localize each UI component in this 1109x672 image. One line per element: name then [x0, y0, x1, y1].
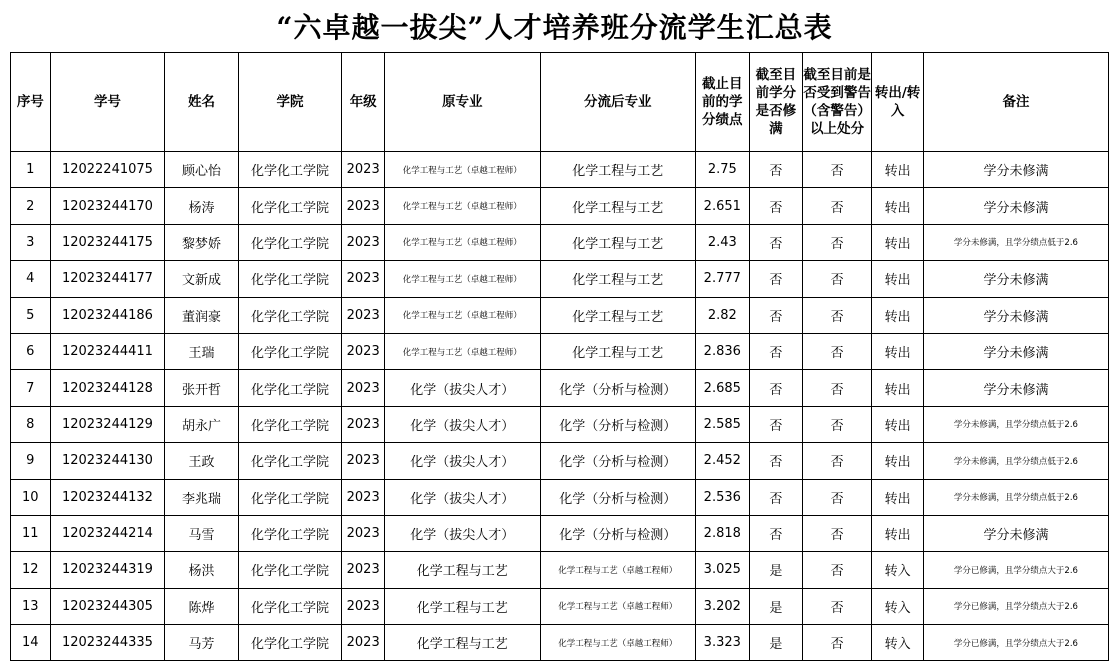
cell-student-id: 12023244319 [50, 552, 165, 588]
cell-seq: 8 [11, 406, 51, 442]
cell-new-major: 化学工程与工艺 [540, 188, 695, 224]
cell-transfer: 转出 [872, 479, 924, 515]
table-body [11, 152, 1109, 661]
cell-seq: 1 [11, 152, 51, 188]
cell-grade: 2023 [342, 261, 385, 297]
cell-student-id: 12023244132 [50, 479, 165, 515]
cell-remark: 学分未修满 [923, 152, 1108, 188]
cell-student-id: 12023244130 [50, 443, 165, 479]
students-table [10, 52, 1109, 661]
cell-warning: 否 [803, 625, 872, 661]
cell-transfer: 转出 [872, 297, 924, 333]
table-row [11, 552, 1109, 588]
cell-seq: 6 [11, 333, 51, 369]
cell-gpa: 2.836 [695, 333, 749, 369]
cell-warning: 否 [803, 552, 872, 588]
table-row [11, 625, 1109, 661]
cell-grade: 2023 [342, 188, 385, 224]
cell-gpa: 2.82 [695, 297, 749, 333]
cell-seq: 4 [11, 261, 51, 297]
header-original-major: 原专业 [385, 53, 540, 152]
cell-name: 张开哲 [165, 370, 238, 406]
cell-seq: 2 [11, 188, 51, 224]
cell-original-major: 化学工程与工艺（卓越工程师） [385, 333, 540, 369]
cell-student-id: 12023244214 [50, 515, 165, 551]
cell-seq: 9 [11, 443, 51, 479]
cell-new-major: 化学（分析与检测） [540, 479, 695, 515]
cell-warning: 否 [803, 406, 872, 442]
table-row [11, 370, 1109, 406]
cell-transfer: 转出 [872, 261, 924, 297]
header-college: 学院 [238, 53, 342, 152]
cell-name: 王政 [165, 443, 238, 479]
table-row [11, 443, 1109, 479]
cell-credits-complete: 否 [749, 479, 802, 515]
cell-credits-complete: 否 [749, 370, 802, 406]
cell-warning: 否 [803, 333, 872, 369]
cell-remark: 学分未修满，且学分绩点低于2.6 [923, 479, 1108, 515]
cell-grade: 2023 [342, 552, 385, 588]
cell-college: 化学化工学院 [238, 625, 342, 661]
cell-seq: 10 [11, 479, 51, 515]
cell-name: 黎梦娇 [165, 224, 238, 260]
table-row [11, 406, 1109, 442]
cell-transfer: 转出 [872, 224, 924, 260]
cell-remark: 学分未修满 [923, 370, 1108, 406]
cell-new-major: 化学工程与工艺 [540, 333, 695, 369]
cell-warning: 否 [803, 261, 872, 297]
cell-gpa: 3.025 [695, 552, 749, 588]
cell-college: 化学化工学院 [238, 552, 342, 588]
cell-seq: 12 [11, 552, 51, 588]
cell-name: 董润豪 [165, 297, 238, 333]
cell-student-id: 12023244128 [50, 370, 165, 406]
cell-transfer: 转入 [872, 625, 924, 661]
cell-remark: 学分未修满 [923, 333, 1108, 369]
cell-transfer: 转出 [872, 188, 924, 224]
cell-credits-complete: 否 [749, 261, 802, 297]
cell-warning: 否 [803, 370, 872, 406]
cell-credits-complete: 是 [749, 552, 802, 588]
cell-gpa: 2.452 [695, 443, 749, 479]
table-row [11, 224, 1109, 260]
header-new-major: 分流后专业 [540, 53, 695, 152]
cell-college: 化学化工学院 [238, 443, 342, 479]
cell-original-major: 化学工程与工艺 [385, 552, 540, 588]
cell-new-major: 化学工程与工艺 [540, 224, 695, 260]
cell-remark: 学分已修满，且学分绩点大于2.6 [923, 625, 1108, 661]
cell-transfer: 转出 [872, 443, 924, 479]
cell-college: 化学化工学院 [238, 261, 342, 297]
cell-new-major: 化学（分析与检测） [540, 515, 695, 551]
cell-new-major: 化学（分析与检测） [540, 406, 695, 442]
cell-gpa: 2.818 [695, 515, 749, 551]
cell-remark: 学分已修满，且学分绩点大于2.6 [923, 588, 1108, 624]
cell-warning: 否 [803, 188, 872, 224]
cell-credits-complete: 否 [749, 188, 802, 224]
cell-transfer: 转入 [872, 588, 924, 624]
table-row [11, 152, 1109, 188]
cell-college: 化学化工学院 [238, 370, 342, 406]
cell-gpa: 2.75 [695, 152, 749, 188]
page-title: “六卓越一拔尖”人才培养班分流学生汇总表 [276, 11, 833, 44]
cell-original-major: 化学工程与工艺 [385, 588, 540, 624]
cell-college: 化学化工学院 [238, 479, 342, 515]
header-student-id: 学号 [50, 53, 165, 152]
cell-transfer: 转出 [872, 370, 924, 406]
cell-warning: 否 [803, 588, 872, 624]
cell-remark: 学分未修满 [923, 188, 1108, 224]
cell-new-major: 化学工程与工艺（卓越工程师） [540, 552, 695, 588]
cell-remark: 学分未修满 [923, 261, 1108, 297]
cell-new-major: 化学工程与工艺 [540, 297, 695, 333]
cell-college: 化学化工学院 [238, 152, 342, 188]
header-name: 姓名 [165, 53, 238, 152]
cell-new-major: 化学（分析与检测） [540, 370, 695, 406]
cell-warning: 否 [803, 479, 872, 515]
cell-transfer: 转出 [872, 152, 924, 188]
cell-student-id: 12023244129 [50, 406, 165, 442]
cell-warning: 否 [803, 443, 872, 479]
cell-grade: 2023 [342, 370, 385, 406]
header-warning: 截至目前是否受到警告（含警告）以上处分 [803, 53, 872, 152]
cell-credits-complete: 否 [749, 515, 802, 551]
cell-warning: 否 [803, 152, 872, 188]
header-credits-complete: 截至目前学分是否修满 [749, 53, 802, 152]
cell-remark: 学分未修满，且学分绩点低于2.6 [923, 443, 1108, 479]
cell-grade: 2023 [342, 479, 385, 515]
cell-gpa: 2.651 [695, 188, 749, 224]
cell-college: 化学化工学院 [238, 333, 342, 369]
cell-transfer: 转入 [872, 552, 924, 588]
cell-original-major: 化学（拔尖人才） [385, 406, 540, 442]
table-row [11, 261, 1109, 297]
cell-seq: 3 [11, 224, 51, 260]
cell-grade: 2023 [342, 333, 385, 369]
cell-seq: 5 [11, 297, 51, 333]
cell-college: 化学化工学院 [238, 515, 342, 551]
cell-name: 马雪 [165, 515, 238, 551]
cell-new-major: 化学（分析与检测） [540, 443, 695, 479]
cell-warning: 否 [803, 224, 872, 260]
cell-grade: 2023 [342, 625, 385, 661]
cell-gpa: 2.585 [695, 406, 749, 442]
cell-seq: 11 [11, 515, 51, 551]
cell-college: 化学化工学院 [238, 588, 342, 624]
header-row [11, 53, 1109, 152]
table-row [11, 479, 1109, 515]
cell-name: 杨涛 [165, 188, 238, 224]
cell-grade: 2023 [342, 406, 385, 442]
header-grade: 年级 [342, 53, 385, 152]
cell-warning: 否 [803, 297, 872, 333]
cell-credits-complete: 否 [749, 152, 802, 188]
cell-credits-complete: 是 [749, 625, 802, 661]
cell-remark: 学分未修满 [923, 515, 1108, 551]
cell-remark: 学分未修满，且学分绩点低于2.6 [923, 224, 1108, 260]
cell-gpa: 3.202 [695, 588, 749, 624]
cell-original-major: 化学工程与工艺（卓越工程师） [385, 297, 540, 333]
header-remark: 备注 [923, 53, 1108, 152]
cell-transfer: 转出 [872, 515, 924, 551]
cell-warning: 否 [803, 515, 872, 551]
cell-student-id: 12023244335 [50, 625, 165, 661]
cell-gpa: 2.685 [695, 370, 749, 406]
cell-transfer: 转出 [872, 406, 924, 442]
table-row [11, 297, 1109, 333]
cell-name: 顾心怡 [165, 152, 238, 188]
cell-college: 化学化工学院 [238, 297, 342, 333]
cell-student-id: 12023244177 [50, 261, 165, 297]
cell-grade: 2023 [342, 443, 385, 479]
cell-student-id: 12023244305 [50, 588, 165, 624]
cell-name: 马芳 [165, 625, 238, 661]
cell-college: 化学化工学院 [238, 406, 342, 442]
cell-new-major: 化学工程与工艺（卓越工程师） [540, 588, 695, 624]
cell-student-id: 12023244170 [50, 188, 165, 224]
table-row [11, 515, 1109, 551]
cell-name: 陈烨 [165, 588, 238, 624]
header-transfer: 转出/转入 [872, 53, 924, 152]
cell-remark: 学分未修满 [923, 297, 1108, 333]
cell-student-id: 12022241075 [50, 152, 165, 188]
cell-original-major: 化学工程与工艺（卓越工程师） [385, 261, 540, 297]
cell-grade: 2023 [342, 297, 385, 333]
cell-gpa: 3.323 [695, 625, 749, 661]
cell-student-id: 12023244175 [50, 224, 165, 260]
cell-credits-complete: 否 [749, 406, 802, 442]
table-row [11, 188, 1109, 224]
cell-original-major: 化学（拔尖人才） [385, 479, 540, 515]
cell-name: 王瑞 [165, 333, 238, 369]
table-row [11, 333, 1109, 369]
cell-new-major: 化学工程与工艺 [540, 261, 695, 297]
cell-credits-complete: 是 [749, 588, 802, 624]
cell-original-major: 化学工程与工艺（卓越工程师） [385, 188, 540, 224]
cell-new-major: 化学工程与工艺（卓越工程师） [540, 625, 695, 661]
cell-seq: 13 [11, 588, 51, 624]
cell-original-major: 化学（拔尖人才） [385, 515, 540, 551]
cell-credits-complete: 否 [749, 224, 802, 260]
table-row [11, 588, 1109, 624]
cell-grade: 2023 [342, 152, 385, 188]
cell-original-major: 化学工程与工艺（卓越工程师） [385, 152, 540, 188]
cell-grade: 2023 [342, 224, 385, 260]
cell-original-major: 化学工程与工艺 [385, 625, 540, 661]
cell-seq: 7 [11, 370, 51, 406]
header-gpa: 截止目前的学分绩点 [695, 53, 749, 152]
cell-credits-complete: 否 [749, 333, 802, 369]
cell-college: 化学化工学院 [238, 188, 342, 224]
cell-name: 胡永广 [165, 406, 238, 442]
cell-original-major: 化学（拔尖人才） [385, 370, 540, 406]
cell-gpa: 2.777 [695, 261, 749, 297]
cell-student-id: 12023244186 [50, 297, 165, 333]
cell-gpa: 2.536 [695, 479, 749, 515]
cell-college: 化学化工学院 [238, 224, 342, 260]
cell-name: 文新成 [165, 261, 238, 297]
cell-remark: 学分未修满，且学分绩点低于2.6 [923, 406, 1108, 442]
cell-new-major: 化学工程与工艺 [540, 152, 695, 188]
cell-credits-complete: 否 [749, 297, 802, 333]
cell-grade: 2023 [342, 588, 385, 624]
cell-original-major: 化学工程与工艺（卓越工程师） [385, 224, 540, 260]
cell-transfer: 转出 [872, 333, 924, 369]
cell-grade: 2023 [342, 515, 385, 551]
header-seq: 序号 [11, 53, 51, 152]
cell-remark: 学分已修满，且学分绩点大于2.6 [923, 552, 1108, 588]
cell-name: 李兆瑞 [165, 479, 238, 515]
cell-original-major: 化学（拔尖人才） [385, 443, 540, 479]
cell-credits-complete: 否 [749, 443, 802, 479]
cell-student-id: 12023244411 [50, 333, 165, 369]
cell-name: 杨洪 [165, 552, 238, 588]
cell-seq: 14 [11, 625, 51, 661]
cell-gpa: 2.43 [695, 224, 749, 260]
